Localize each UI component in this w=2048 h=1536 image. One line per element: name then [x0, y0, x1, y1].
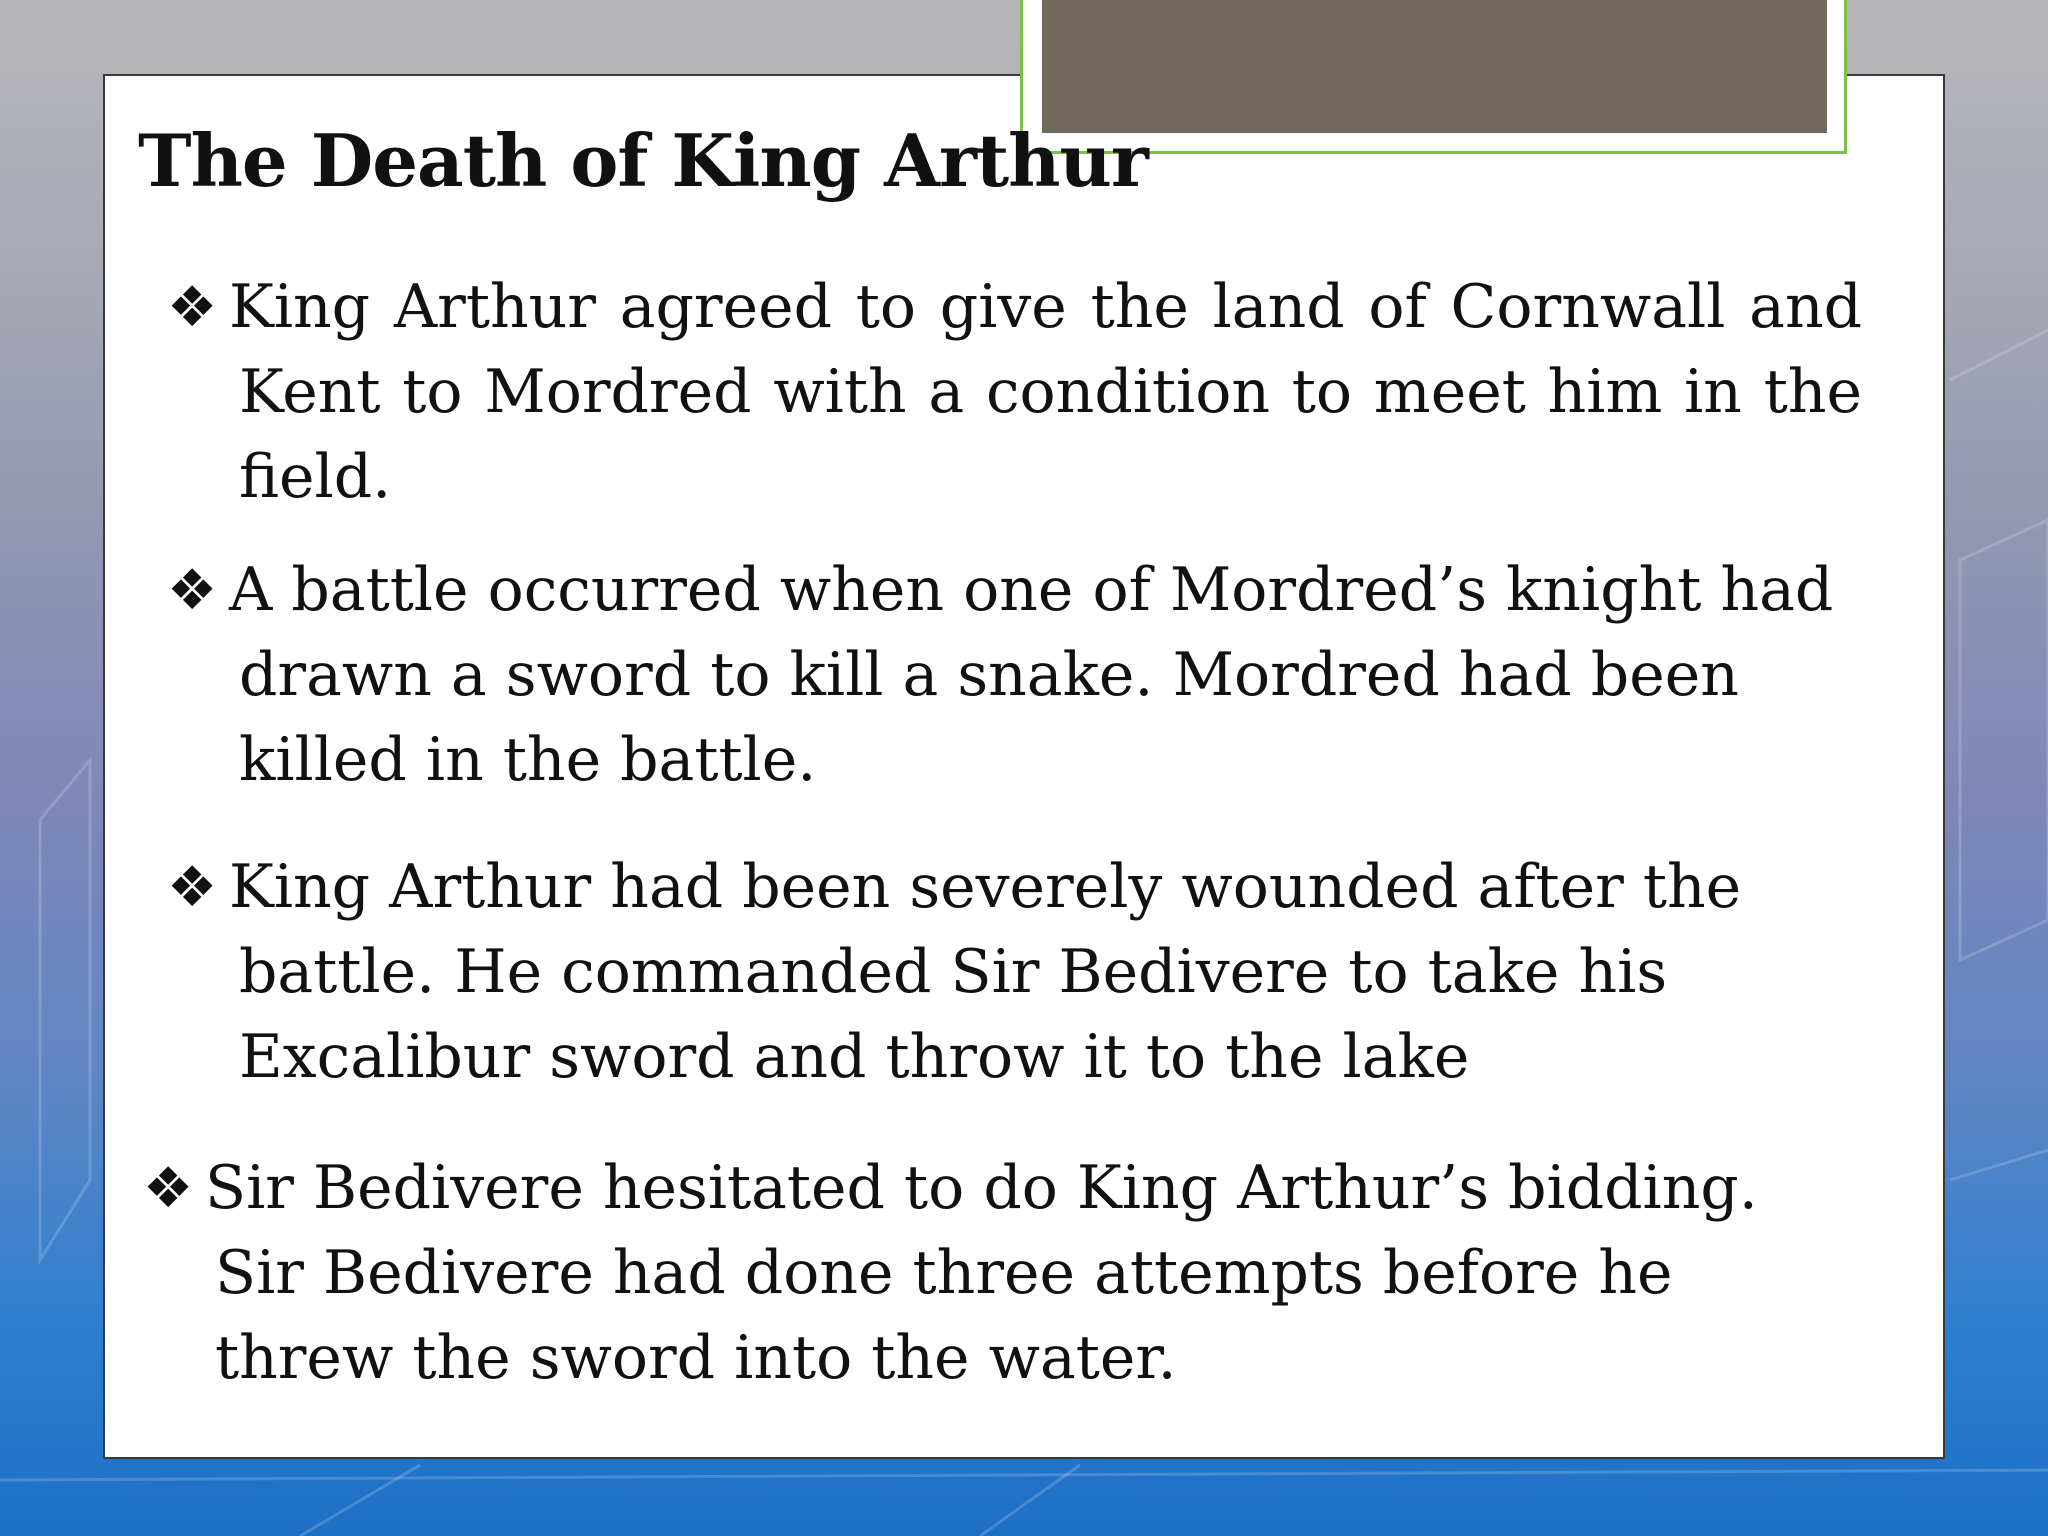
- bullet-text: Sir Bedivere hesitated to do King Arthur’s bidding. Sir Bedivere had done three attempts before he threw the sword into the water.: [205, 1153, 1758, 1393]
- diamond-bullet-icon: ❖: [167, 275, 218, 340]
- bullet-item: [167, 548, 1862, 803]
- diamond-bullet-icon: ❖: [143, 1156, 194, 1221]
- bullet-text: King Arthur had been severely wounded after the battle. He commanded Sir Bedivere to take his Excalibur sword and throw it to the lake: [229, 852, 1742, 1092]
- bullet-item: [167, 845, 1862, 1100]
- bullet-text: A battle occurred when one of Mordred’s knight had drawn a sword to kill a snake. Mordred had been killed in the battle.: [229, 555, 1834, 795]
- diamond-bullet-icon: ❖: [167, 855, 218, 920]
- bullet-item: [167, 265, 1862, 520]
- bullet-item: [143, 1146, 1863, 1401]
- slide-title: The Death of King Arthur: [138, 118, 1148, 203]
- diamond-bullet-icon: ❖: [167, 558, 218, 623]
- header-photo-placeholder: [1042, 0, 1827, 133]
- bullet-text: King Arthur agreed to give the land of Cornwall and Kent to Mordred with a condition to meet him in the field.: [229, 272, 1862, 512]
